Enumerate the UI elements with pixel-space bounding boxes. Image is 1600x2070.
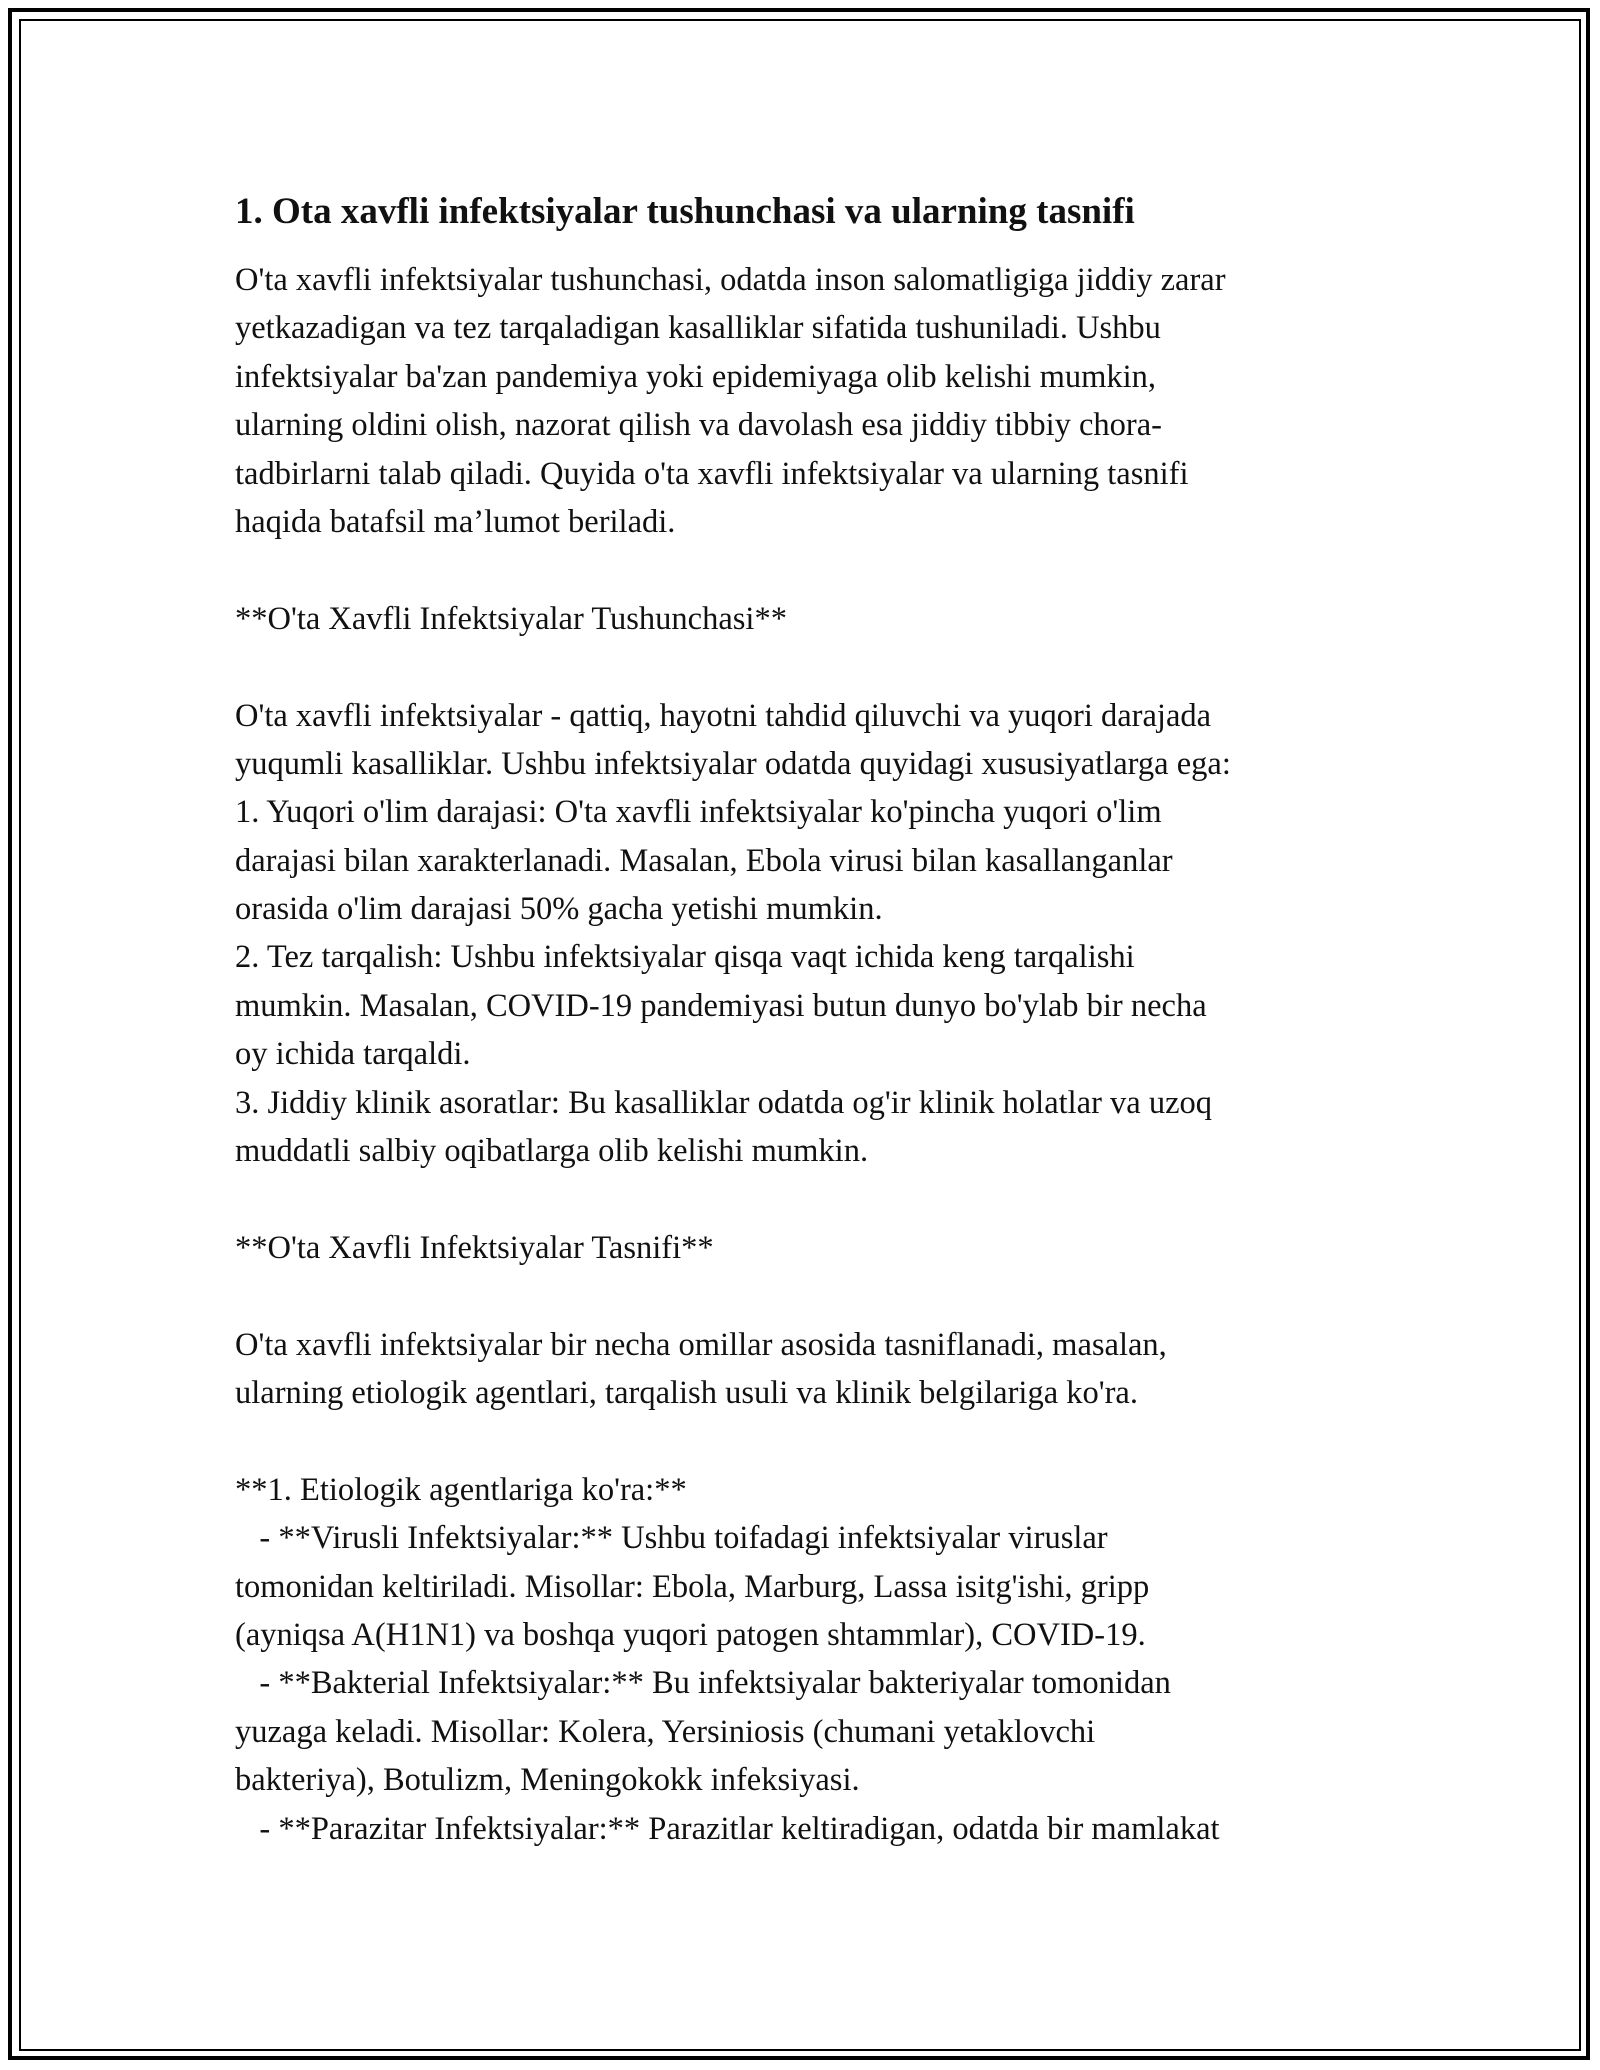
text-line: - **Bakterial Infektsiyalar:** Bu infektsiyalar bakteriyalar tomonidan [235,1665,1171,1702]
text-line: yuzaga keladi. Misollar: Kolera, Yersiniosis (chumani yetaklovchi [235,1713,1096,1750]
text-line: haqida batafsil ma’lumot beriladi. [235,503,676,540]
blank-line [235,1175,1375,1223]
document-body [235,188,1375,1853]
text-line: tadbirlarni talab qiladi. Quyida o'ta xavfli infektsiyalar va ularning tasnifi [235,455,1189,492]
text-line: bakteriya), Botulizm, Meningokokk infeksiyasi. [235,1762,860,1799]
etiology-list [235,1514,1375,1853]
text-line: mumkin. Masalan, COVID-19 pandemiyasi butun dunyo bo'ylab bir necha [235,987,1207,1024]
blank-line [235,1272,1375,1320]
section-title: **1. Etiologik agentlariga ko'ra:** [235,1471,687,1508]
concept-paragraph [235,692,1375,1176]
blank-line [235,546,1375,594]
blank-line [235,1417,1375,1465]
classification-paragraph [235,1321,1375,1418]
text-line: O'ta xavfli infektsiyalar - qattiq, hayotni tahdid qiluvchi va yuqori darajada [235,697,1212,734]
text-line: oy ichida tarqaldi. [235,1036,471,1073]
text-line: - **Virusli Infektsiyalar:** Ushbu toifadagi infektsiyalar viruslar [235,1520,1108,1557]
text-line: infektsiyalar ba'zan pandemiya yoki epidemiyaga olib kelishi mumkin, [235,358,1157,395]
text-line: darajasi bilan xarakterlanadi. Masalan, Ebola virusi bilan kasallanganlar [235,842,1173,879]
text-line: orasida o'lim darajasi 50% gacha yetishi mumkin. [235,891,883,928]
section-title: **O'ta Xavfli Infektsiyalar Tasnifi** [235,1229,714,1266]
text-line: muddatli salbiy oqibatlarga olib kelishi mumkin. [235,1133,869,1170]
text-line: tomonidan keltiriladi. Misollar: Ebola, Marburg, Lassa isitg'ishi, gripp [235,1568,1150,1605]
intro-paragraph [235,256,1375,546]
text-line: 2. Tez tarqalish: Ushbu infektsiyalar qisqa vaqt ichida keng tarqalishi [235,939,1135,976]
text-line: ularning etiologik agentlari, tarqalish usuli va klinik belgilariga ko'ra. [235,1374,1138,1411]
text-line: (ayniqsa A(H1N1) va boshqa yuqori patogen shtammlar), COVID-19. [235,1616,1146,1653]
blank-line [235,643,1375,691]
text-line: ularning oldini olish, nazorat qilish va davolash esa jiddiy tibbiy chora- [235,407,1162,444]
section-title: **O'ta Xavfli Infektsiyalar Tushunchasi** [235,600,787,637]
text-line: yetkazadigan va tez tarqaladigan kasalliklar sifatida tushuniladi. Ushbu [235,310,1161,347]
text-line: 1. Yuqori o'lim darajasi: O'ta xavfli infektsiyalar ko'pincha yuqori o'lim [235,794,1162,831]
text-line: yuqumli kasalliklar. Ushbu infektsiyalar odatda quyidagi xususiyatlarga ega: [235,745,1231,782]
text-line: 3. Jiddiy klinik asoratlar: Bu kasalliklar odatda og'ir klinik holatlar va uzoq [235,1084,1213,1121]
text-line: O'ta xavfli infektsiyalar bir necha omillar asosida tasniflanadi, masalan, [235,1326,1167,1363]
text-line: - **Parazitar Infektsiyalar:** Parazitlar keltiradigan, odatda bir mamlakat [235,1810,1220,1847]
text-line: O'ta xavfli infektsiyalar tushunchasi, odatda inson salomatligiga jiddiy zarar [235,262,1226,298]
document-heading: 1. Ota xavfli infektsiyalar tushunchasi va ularning tasnifi [235,191,1135,232]
